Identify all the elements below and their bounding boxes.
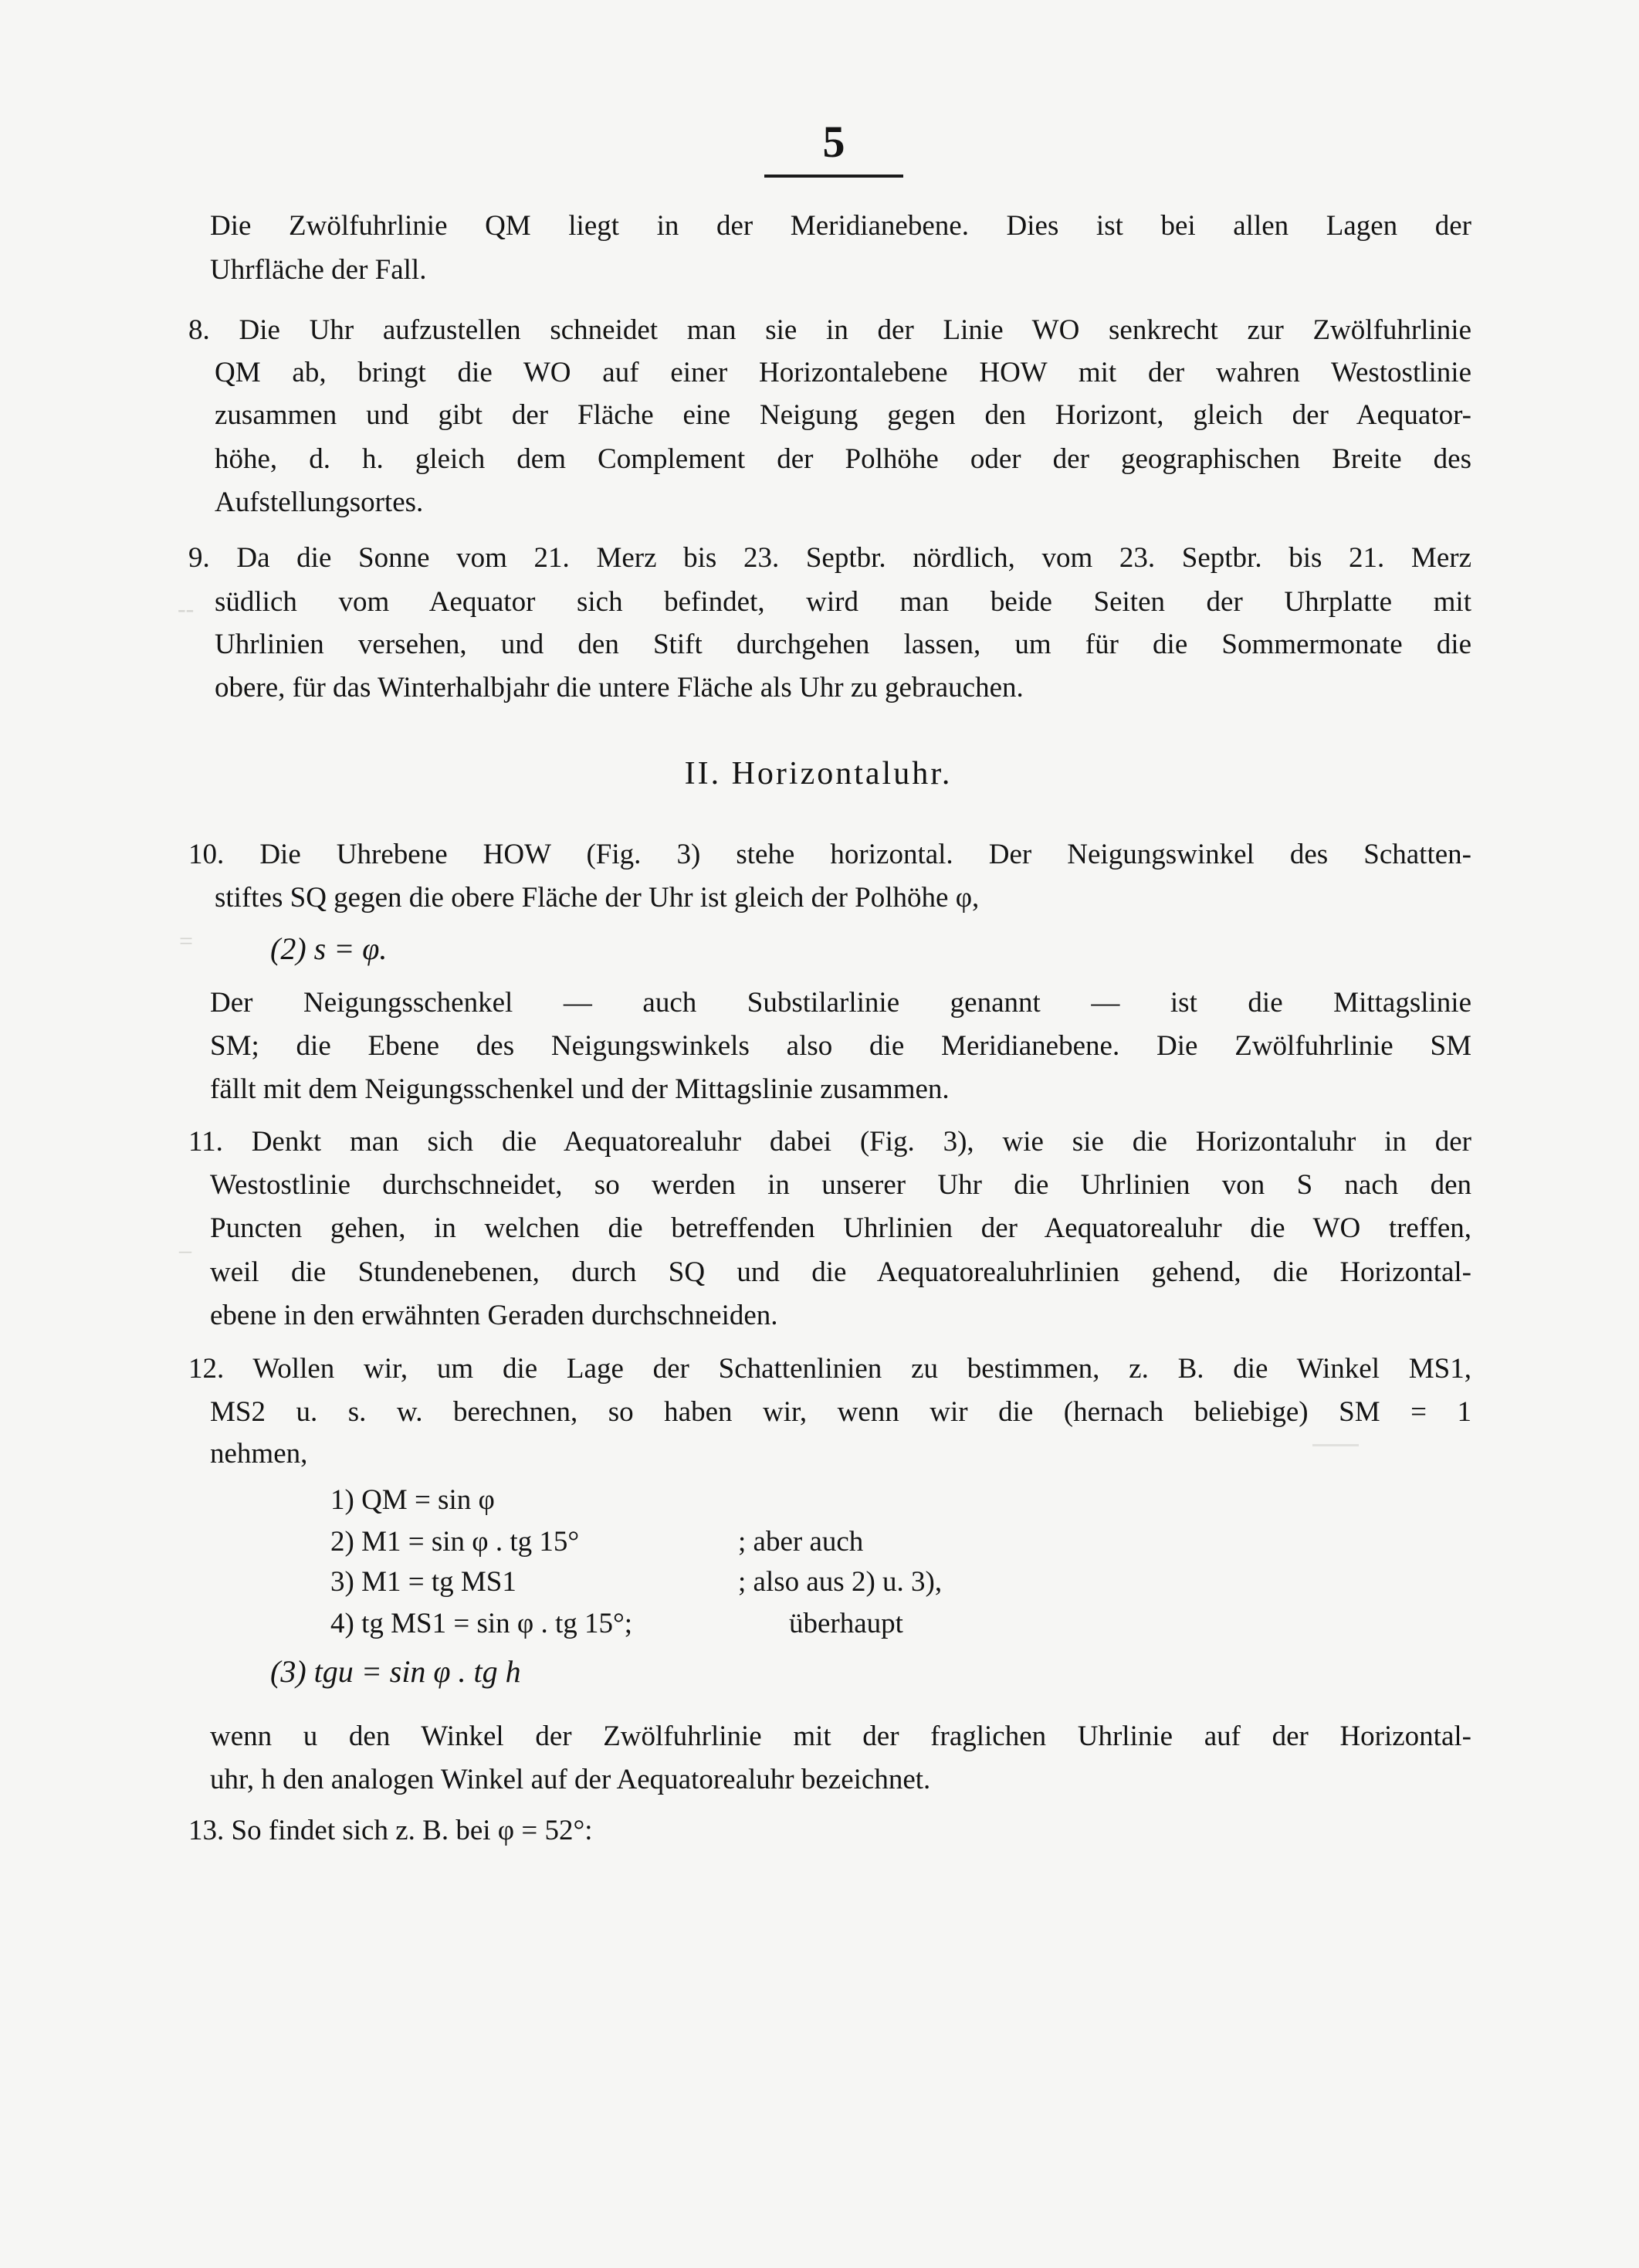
formula-3: 3) M1 = tg MS1 <box>330 1566 516 1598</box>
text-line: SM; die Ebene des Neigungswinkels also die Meridianebene. Die Zwölfuhrlinie SM <box>210 1030 1471 1062</box>
text-line: Uhrlinien versehen, und den Stift durchgehen lassen, um für die Sommermonate die <box>215 629 1471 660</box>
text-line: Aufstellungsortes. <box>215 486 424 518</box>
show-through-mark <box>1312 1444 1359 1446</box>
text-line: 10. Die Uhrebene HOW (Fig. 3) stehe horizontal. Der Neigungswinkel des Schatten- <box>188 839 1471 870</box>
text-line: fällt mit dem Neigungsschenkel und der Mittagslinie zusammen. <box>210 1073 950 1105</box>
text-line: Die Zwölfuhrlinie QM liegt in der Meridianebene. Dies ist bei allen Lagen der <box>210 210 1471 242</box>
text-line: Der Neigungsschenkel — auch Substilarlinie genannt — ist die Mittagslinie <box>210 987 1471 1019</box>
show-through-left-3: – <box>179 1236 191 1263</box>
equation-2: (2) s = φ. <box>270 931 388 966</box>
formula-3-note: ; also aus 2) u. 3), <box>738 1566 943 1598</box>
text-line: QM ab, bringt die WO auf einer Horizontalebene HOW mit der wahren Westostlinie <box>215 357 1471 388</box>
equation-3: (3) tgu = sin φ . tg h <box>270 1654 521 1689</box>
text-line: 12. Wollen wir, um die Lage der Schattenlinien zu bestimmen, z. B. die Winkel MS1, <box>188 1353 1471 1385</box>
page-number-underline <box>764 175 903 178</box>
text-line: MS2 u. s. w. berechnen, so haben wir, wenn wir die (hernach beliebige) SM = 1 <box>210 1396 1471 1428</box>
text-line: höhe, d. h. gleich dem Complement der Polhöhe oder der geographischen Breite des <box>215 443 1471 475</box>
text-line: weil die Stundenebenen, durch SQ und die Aequatorealuhrlinien gehend, die Horizontal- <box>210 1256 1471 1288</box>
section-heading: II. Horizontaluhr. <box>684 756 953 792</box>
formula-2: 2) M1 = sin φ . tg 15° <box>330 1526 580 1558</box>
text-line: Puncten gehen, in welchen die betreffenden Uhrlinien der Aequatorealuhr die WO treffen, <box>210 1212 1471 1244</box>
text-line: nehmen, <box>210 1438 308 1470</box>
show-through-left-2: = <box>179 927 194 954</box>
text-line: 9. Da die Sonne vom 21. Merz bis 23. Septbr. nördlich, vom 23. Septbr. bis 21. Merz <box>188 542 1471 574</box>
formula-2-note: ; aber auch <box>738 1526 864 1558</box>
text-line: obere, für das Winterhalbjahr die untere Fläche als Uhr zu gebrauchen. <box>215 672 1024 703</box>
formula-4-note: überhaupt <box>789 1608 903 1639</box>
text-line: 8. Die Uhr aufzustellen schneidet man sie in der Linie WO senkrecht zur Zwölfuhrlinie <box>188 314 1471 346</box>
text-line: südlich vom Aequator sich befindet, wird man beide Seiten der Uhrplatte mit <box>215 586 1471 618</box>
text-line: 13. So findet sich z. B. bei φ = 52°: <box>188 1815 593 1846</box>
text-line: Westostlinie durchschneidet, so werden in unserer Uhr die Uhrlinien von S nach den <box>210 1169 1471 1201</box>
page-number: 5 <box>822 117 845 167</box>
formula-1: 1) QM = sin φ <box>330 1484 495 1516</box>
text-line: uhr, h den analogen Winkel auf der Aequatorealuhr bezeichnet. <box>210 1764 931 1795</box>
formula-4: 4) tg MS1 = sin φ . tg 15°; <box>330 1608 633 1639</box>
text-line: 11. Denkt man sich die Aequatorealuhr dabei (Fig. 3), wie sie die Horizontaluhr in der <box>188 1126 1471 1158</box>
text-line: zusammen und gibt der Fläche eine Neigung gegen den Horizont, gleich der Aequator- <box>215 399 1471 431</box>
show-through-left-1: -- <box>178 595 195 622</box>
text-line: ebene in den erwähnten Geraden durchschneiden. <box>210 1300 778 1331</box>
text-line: stiftes SQ gegen die obere Fläche der Uhr ist gleich der Polhöhe φ, <box>215 882 980 914</box>
text-line: Uhrfläche der Fall. <box>210 254 427 286</box>
text-line: wenn u den Winkel der Zwölfuhrlinie mit der fraglichen Uhrlinie auf der Horizontal- <box>210 1720 1471 1752</box>
